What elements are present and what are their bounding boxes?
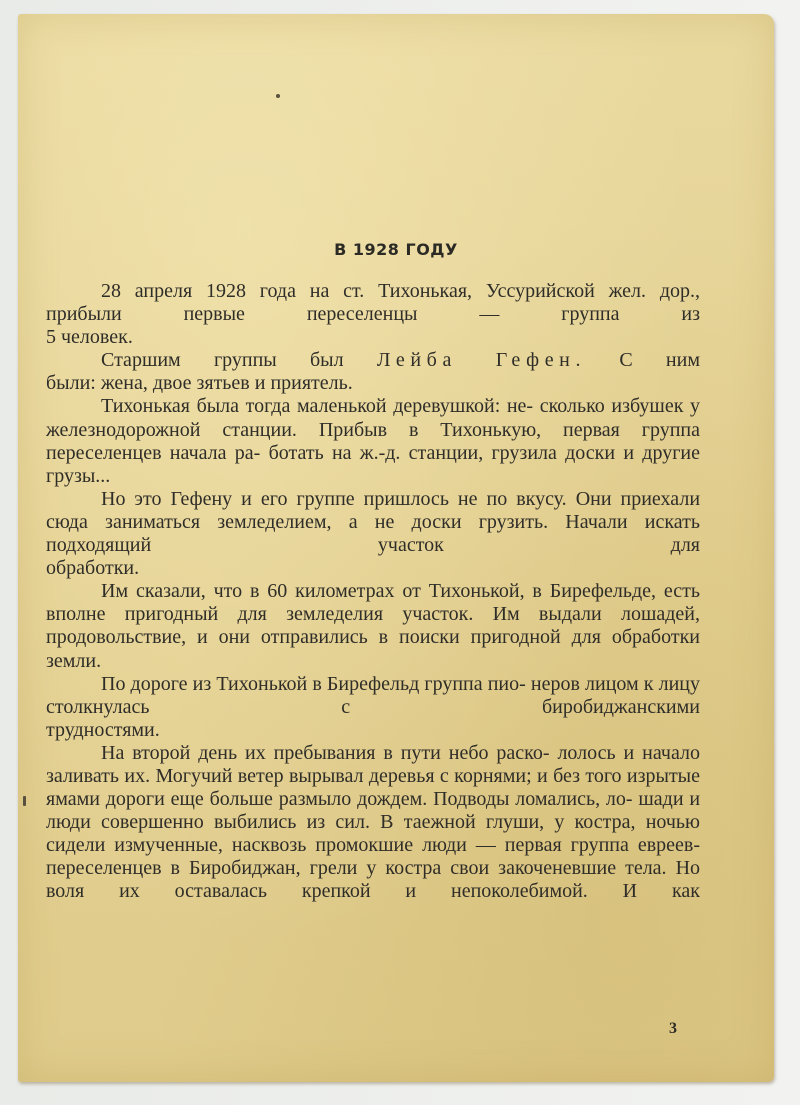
book-page [18, 14, 774, 1082]
text-line: обработки. [46, 557, 140, 580]
paragraph-5 [46, 580, 700, 672]
paragraph-2-end [46, 372, 700, 395]
text-line: деревья с корнями; и без того изрытые ямами дороги [46, 764, 700, 811]
text-line: По дороге из Тихонькой в Бирефельд группа пио- [101, 672, 526, 695]
text-line: еще больше размыло дождем. Подводы ломались, ло- [170, 788, 633, 811]
page-number: 3 [669, 1020, 677, 1037]
text-line: Но это Гефену и его группе пришлось не по вкусу. [101, 487, 567, 510]
text-line: доски грузить. Начали искать подходящий участок для [46, 510, 701, 557]
text-line: Но воля их оставалась крепкой и непоколебимой. И как [46, 857, 701, 903]
text-line: в Тихонькую, первая группа переселенцев начала ра- [46, 418, 701, 464]
paragraph-3-end [46, 465, 700, 488]
text-line: в Биробиджан, грели у костра свои закоченевшие тела. [170, 857, 667, 880]
person-name: Лейба Гефен. [376, 349, 587, 372]
text-line: ботать на ж.-д. станции, грузила доски и другие [268, 441, 700, 464]
paragraph-3 [46, 395, 700, 464]
paragraph-1 [46, 280, 700, 326]
text-line: На второй день их пребывания в пути небо раско- [101, 741, 550, 764]
chapter-heading: В 1928 ГОДУ [334, 240, 458, 259]
text-line: трудностями. [46, 718, 160, 741]
text-line: 28 апреля 1928 года на ст. Тихонькая, Уссурийской [101, 280, 595, 302]
body-text [46, 280, 700, 904]
text-line: шади и люди совершенно выбились из сил. В таежной [46, 788, 701, 834]
text-line: С ним [586, 349, 700, 372]
paragraph-6 [46, 673, 700, 719]
text-line: Старшим группы был [101, 349, 377, 372]
print-speck [276, 94, 280, 98]
text-line: жел. дор., прибыли первые переселенцы — группа из [46, 280, 701, 326]
text-line: 5 человек. [46, 326, 133, 349]
text-line: участок. Им выдали лошадей, продовольствие, и они [46, 603, 700, 649]
text-line: неров лицом к лицу столкнулась с биробиджанскими [46, 672, 700, 718]
paragraph-6-end [46, 719, 700, 742]
text-line: промокшие люди — первая группа евреев-переселенцев [46, 834, 701, 880]
paragraph-7 [46, 742, 700, 904]
paragraph-1-end [46, 326, 700, 349]
text-line: Они приехали сюда заниматься земледелием, а не [46, 487, 701, 533]
text-line: Бирефельде, есть вполне пригодный для земледелия [46, 580, 701, 626]
paragraph-2 [46, 349, 700, 372]
text-line: лолось и начало заливать их. Могучий ветер вырывал [46, 741, 701, 787]
text-line: были: жена, двое зятьев и приятель. [46, 372, 353, 395]
text-line: сколько избушек у железнодорожной станции. Прибыв [46, 395, 700, 441]
text-line: отправились в поиски пригодной для обработки земли. [46, 626, 701, 672]
text-line: Им сказали, что в 60 километрах от Тихонькой, в [101, 580, 542, 603]
text-line: грузы... [46, 464, 111, 487]
paragraph-4 [46, 488, 700, 557]
text-line: Тихонькая была тогда маленькой деревушкой: не- [101, 395, 534, 418]
text-line: глуши, у костра, ночью сидели измученные, насквозь [46, 811, 700, 857]
print-speck [23, 796, 26, 806]
paragraph-4-end [46, 557, 700, 580]
